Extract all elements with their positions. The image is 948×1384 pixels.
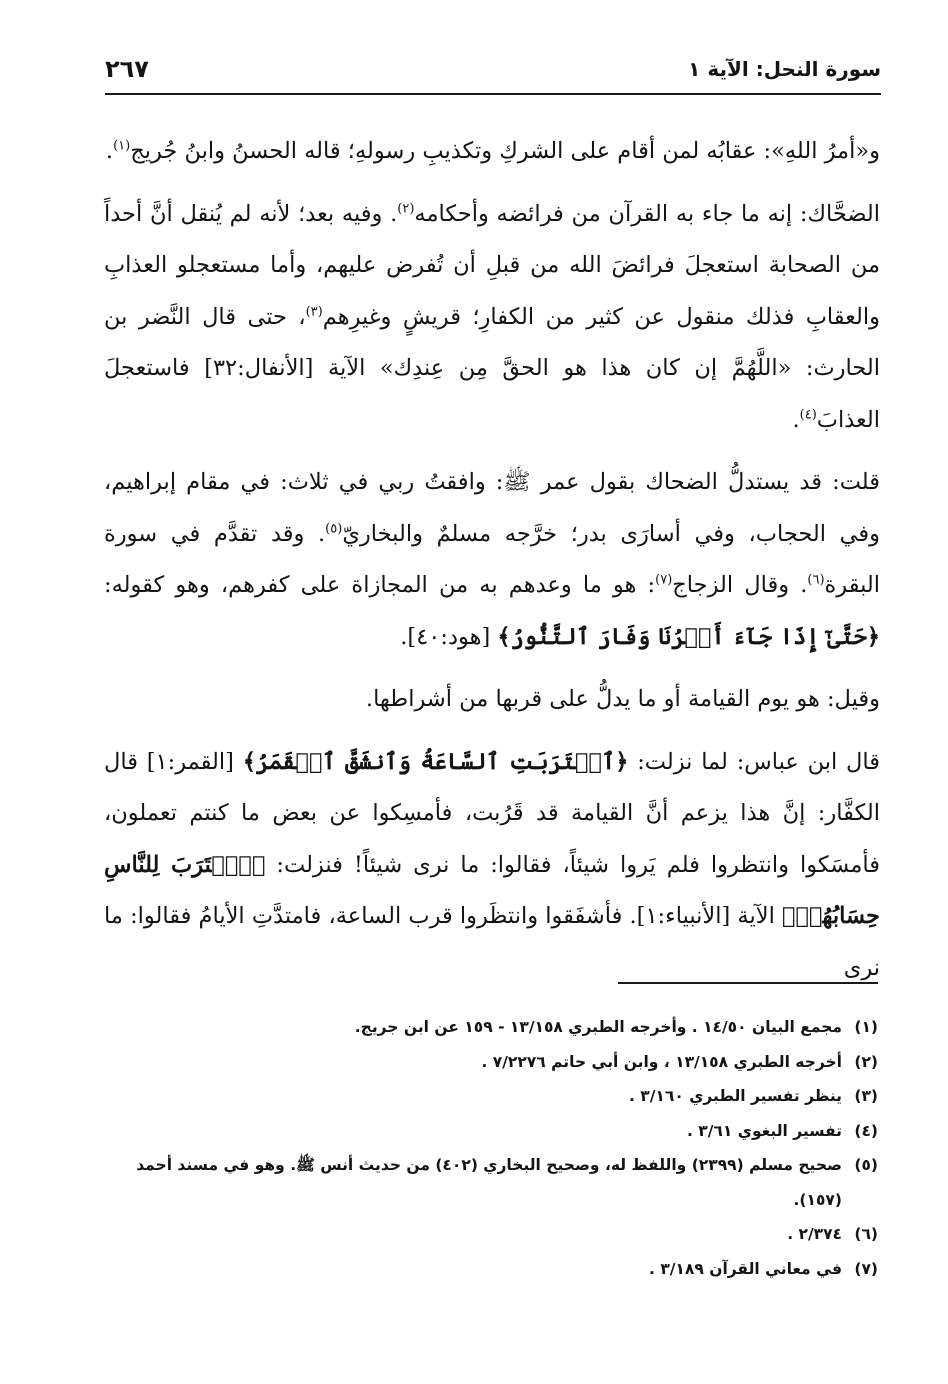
- footnote-marker: (٧): [655, 572, 673, 588]
- footnote-text: صحيح مسلم (٢٣٩٩) واللفظ له، وصحيح البخاري (٤٠٢) من حديث أنس ﷺ. وهو في مسند أحمد (١٥٧).: [136, 1156, 842, 1209]
- footnote-number: (٣): [854, 1087, 878, 1105]
- text-run: قال ابن عباس: لما نزلت:: [628, 748, 881, 775]
- footnote-item: [112, 1252, 878, 1287]
- footnote-marker: (٤): [799, 407, 817, 422]
- paragraph: [104, 674, 880, 726]
- footnote-number: (٥): [854, 1156, 878, 1174]
- surah-title: سورة النحل: الآية ١: [688, 57, 881, 81]
- footnote-text: تفسير البغوي ٣/٦١ .: [687, 1121, 842, 1140]
- footnote-item: [112, 1010, 878, 1045]
- footnote-text: مجمع البيان ١٤/٥٠ . وأخرجه الطبري ١٣/١٥٨ - ١٥٩ عن ابن جريج.: [354, 1018, 842, 1036]
- text-run: الضحَّاك: إنه ما جاء به القرآن من فرائضه وأحكامه: [414, 200, 881, 227]
- footnote-text: ينظر تفسير الطبري ٣/١٦٠ .: [628, 1087, 842, 1105]
- page-number: ٢٦٧: [105, 55, 149, 83]
- paragraph: [104, 126, 880, 178]
- footnote-marker: (٦): [807, 572, 825, 588]
- footnote-number: (٤): [854, 1121, 878, 1140]
- footnote-item: [112, 1114, 878, 1149]
- footnote-number: (٢): [854, 1052, 878, 1071]
- text-run: . وفيه بعد؛ لأنه لم يُنقل أنَّ أحداً من الصحابة استعجلَ فرائضَ الله من قبلِ أن تُفرض عليهم، وأما مستعجلو العذابِ والعقابِ فذلك منقول عن كثير من الكفارِ؛ قريشٍ وغيرِهم: [104, 200, 880, 330]
- text-run: . وقال الزجاج: [672, 572, 808, 598]
- text-run: .: [105, 138, 114, 164]
- text-run: ، حتى قال النَّضر بن الحارث: «اللَّهُمَّ إن كان هذا هو الحقَّ مِن عِندِك» الآية [الأنفال:٣٢] فاستعجلَ العذابَ: [104, 303, 880, 433]
- quran-verse: ﴿ٱقۡتَرَبَ لِلنَّاسِ حِسَابُهُمۡ﴾: [104, 851, 880, 929]
- footnote-text: أخرجه الطبري ١٣/١٥٨ ، وابن أبي حاتم ٧/٢٢٧٦ .: [481, 1052, 842, 1071]
- text-run: . وقد تقدَّم في سورة البقرة: [104, 520, 880, 598]
- footnote-marker: (٣): [305, 304, 323, 319]
- text-run: الآية [الأنبياء:١]. فأشفَقوا وانتظَروا قرب الساعة، فامتدَّتِ الأيامُ فقالوا: ما نرى: [104, 903, 880, 981]
- main-text: [104, 126, 880, 1005]
- footnote-item: [112, 1045, 878, 1080]
- footnote-text: في معاني القرآن ٣/١٨٩ .: [649, 1259, 842, 1278]
- text-run: : هو ما وعدهم به من المجازاة على كفرهم، وهو كقوله:: [104, 572, 656, 598]
- footnote-item: [112, 1079, 878, 1114]
- footnote-marker: (٥): [325, 521, 343, 536]
- text-run: [هود:٤٠].: [400, 623, 498, 650]
- footnote-separator: [618, 982, 878, 984]
- running-header: [105, 55, 881, 95]
- text-run: قلت: قد يستدلُّ الضحاك بقول عمر ﷺ: وافقتُ ربي في ثلاث: في مقام إبراهيم، وفي الحجاب، وفي أسارَى بدر؛ خرَّجه مسلمٌ والبخاريّ: [104, 469, 880, 547]
- paragraph: [104, 457, 880, 663]
- quran-verse: ﴿حَتَّىٰٓ إِذَا جَآءَ أَمۡرُنَا وَفَارَ ٱلتَّنُّورُ﴾: [497, 623, 880, 650]
- footnote-number: (٦): [854, 1225, 878, 1243]
- footnote-marker: (٢): [397, 201, 415, 216]
- footnotes: [112, 1010, 878, 1286]
- text-run: وقيل: هو يوم القيامة أو ما يدلُّ على قربها من أشراطها.: [365, 686, 880, 712]
- footnote-number: (١): [854, 1018, 878, 1036]
- paragraph: [104, 737, 880, 995]
- text-run: و«أمرُ اللهِ»: عقابُه لمن أقام على الشركِ وتكذيبِ رسولهِ؛ قاله الحسنُ وابنُ جُريج: [130, 138, 880, 164]
- footnote-item: [112, 1148, 878, 1217]
- footnote-text: ٢/٣٧٤ .: [787, 1225, 842, 1243]
- footnote-item: [112, 1217, 878, 1252]
- footnote-marker: (١): [113, 138, 131, 154]
- text-run: [القمر:١] قال الكفَّار: إنَّ هذا يزعم أنَّ القيامة قد قَرُبت، فأمسِكوا عن بعض ما كنتم تعملون، فأمسَكوا وانتظروا فلم يَروا شيئاً، فقالوا: ما نرى شيئاً! فنزلت:: [104, 748, 880, 878]
- quran-verse: ﴿ٱقۡتَرَبَتِ ٱلسَّاعَةُ وَٱنشَقَّ ٱلۡقَمَرُ﴾: [242, 748, 629, 775]
- footnote-number: (٧): [854, 1259, 878, 1278]
- paragraph: [104, 189, 880, 447]
- text-run: .: [792, 406, 800, 433]
